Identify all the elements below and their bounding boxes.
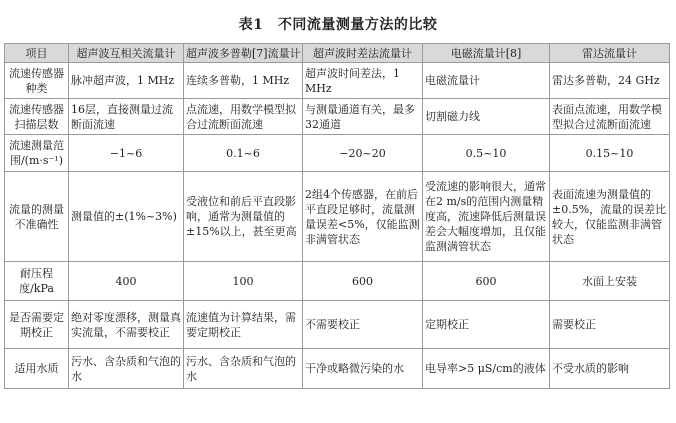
row-label: 流速传感器种类	[5, 63, 69, 99]
table-cell: 表面点流速，用数学模型拟合过流断面流速	[550, 99, 670, 135]
header-row	[5, 44, 670, 63]
table-cell: 600	[423, 262, 550, 301]
table-row	[5, 349, 670, 389]
table-cell: 表面流速为测量值的±0.5%，流量的误差比较大，仅能监测非满管状态	[550, 172, 670, 262]
row-label: 适用水质	[5, 349, 69, 389]
table-cell: 受液位和前后平直段影响，通常为测量值的±15%以上，甚至更高	[184, 172, 303, 262]
table-row	[5, 99, 670, 135]
table-row	[5, 262, 670, 301]
table-cell: 流速值为计算结果，需要定期校正	[184, 301, 303, 349]
table-cell: 电导率>5 μS/cm的液体	[423, 349, 550, 389]
table-cell: −1~6	[69, 135, 184, 172]
table-cell: 0.15~10	[550, 135, 670, 172]
header-cell-doppler: 超声波多普勒[7]流量计	[184, 44, 303, 63]
table-cell: 水面上安装	[550, 262, 670, 301]
table-cell: 不需要校正	[303, 301, 423, 349]
table-cell: 雷达多普勒，24 GHz	[550, 63, 670, 99]
row-label: 是否需要定期校正	[5, 301, 69, 349]
table-cell: 与测量通道有关，最多32通道	[303, 99, 423, 135]
table-cell: 污水、含杂质和气泡的水	[69, 349, 184, 389]
table-row	[5, 135, 670, 172]
table-cell: 定期校正	[423, 301, 550, 349]
table-cell: 点流速，用数学模型拟合过流断面流速	[184, 99, 303, 135]
comparison-table	[4, 43, 670, 389]
table-cell: 2组4个传感器，在前后平直段足够时，流量测量误差<5%，仅能监测非满管状态	[303, 172, 423, 262]
table-cell: 连续多普勒，1 MHz	[184, 63, 303, 99]
table-cell: 100	[184, 262, 303, 301]
header-cell-radar: 雷达流量计	[550, 44, 670, 63]
table-cell: 干净或略微污染的水	[303, 349, 423, 389]
table-cell: 脉冲超声波，1 MHz	[69, 63, 184, 99]
table-cell: 电磁流量计	[423, 63, 550, 99]
table-cell: 16层，直接测量过流断面流速	[69, 99, 184, 135]
table-cell: 0.1~6	[184, 135, 303, 172]
header-cell-cross-correlation: 超声波互相关流量计	[69, 44, 184, 63]
table-cell: 600	[303, 262, 423, 301]
row-label: 流速测量范围/(m·s⁻¹)	[5, 135, 69, 172]
table-row	[5, 172, 670, 262]
table-cell: 受流速的影响很大，通常在2 m/s的范围内测量精度高，流速降低后测量误差会大幅度增加，且仅能监测满管状态	[423, 172, 550, 262]
table-cell: −20~20	[303, 135, 423, 172]
table-cell: 绝对零度漂移，测量真实流量，不需要校正	[69, 301, 184, 349]
header-cell-electromagnetic: 电磁流量计[8]	[423, 44, 550, 63]
table-row	[5, 63, 670, 99]
table-cell: 切割磁力线	[423, 99, 550, 135]
row-label: 耐压程度/kPa	[5, 262, 69, 301]
header-cell-transit-time: 超声波时差法流量计	[303, 44, 423, 63]
table-caption: 表1 不同流量测量方法的比较	[238, 17, 438, 33]
table-cell: 超声波时间差法，1 MHz	[303, 63, 423, 99]
row-label: 流量的测量不准确性	[5, 172, 69, 262]
table-cell: 400	[69, 262, 184, 301]
table-cell: 0.5~10	[423, 135, 550, 172]
table-cell: 污水、含杂质和气泡的水	[184, 349, 303, 389]
row-label: 流速传感器扫描层数	[5, 99, 69, 135]
table-cell: 不受水质的影响	[550, 349, 670, 389]
table-cell: 测量值的±(1%~3%)	[69, 172, 184, 262]
table-row	[5, 301, 670, 349]
header-cell-item: 项目	[5, 44, 69, 63]
table-cell: 需要校正	[550, 301, 670, 349]
